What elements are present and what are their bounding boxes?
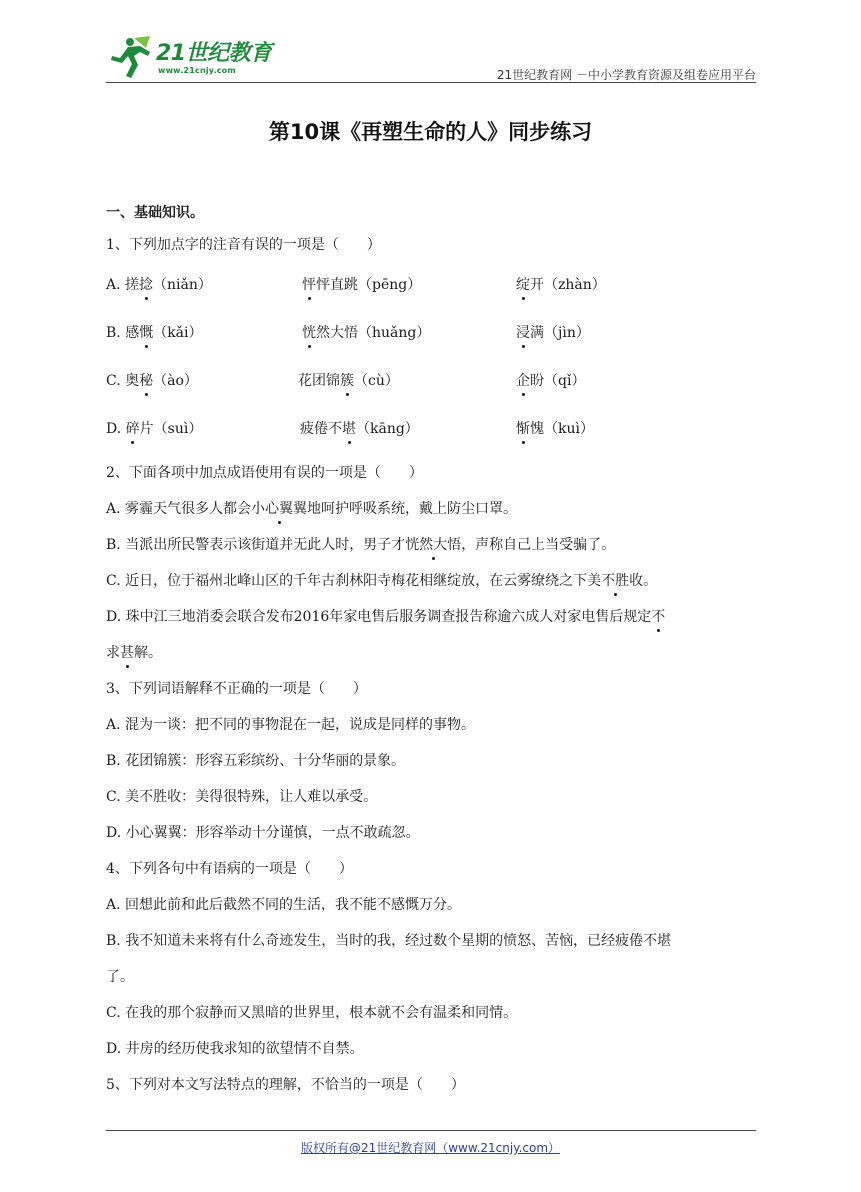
q2-option-a: A. 雾霾天气很多人都会小心翼翼地呵护呼吸系统，戴上防尘口罩。 [106,498,517,518]
q1-b-3: 浸满（jìn） [516,322,590,342]
q3-option-d: D. 小心翼翼：形容举动十分谨慎，一点不敢疏忽。 [106,825,420,841]
logo-text: 21世纪教育 [156,41,272,66]
runner-logo-icon [106,32,156,82]
q2-option-d-cont: 求甚解。 [106,642,162,662]
q1-a-2: 怦怦直跳（pēng） [302,274,421,294]
q3-option-a: A. 混为一谈：把不同的事物混在一起，说成是同样的事物。 [106,717,476,733]
page-header [106,30,756,84]
q2-option-b: B. 当派出所民警表示该街道并无此人时，男子才恍然大悟，声称自己上当受骗了。 [106,534,615,554]
q3-option-c: C. 美不胜收：美得很特殊，让人难以承受。 [106,789,378,805]
q1-a-3: 绽开（zhàn） [516,274,606,294]
q1-b-2: 恍然大悟（huǎng） [302,322,430,342]
q4-option-d: D. 井房的经历使我求知的欲望情不自禁。 [106,1041,364,1057]
q4-option-c: C. 在我的那个寂静而又黑暗的世界里，根本就不会有温柔和同情。 [106,1005,518,1021]
q4-option-b-cont: 了。 [106,969,134,985]
q2-option-d: D. 珠中江三地消委会联合发布2016年家电售后服务调查报告称逾六成人对家电售后规定不 [106,606,665,626]
copyright-link[interactable]: 版权所有@21世纪教育网（www.21cnjy.com） [300,1141,561,1155]
q1-b-1: B. 感慨（kǎi） [106,322,203,342]
question-3-stem: 3、下列词语解释不正确的一项是（ ） [106,681,367,697]
q1-d-2: 疲倦不堪（kāng） [300,418,419,438]
question-2-stem: 2、下面各项中加点成语使用有误的一项是（ ） [106,465,423,481]
footer-divider [106,1130,756,1131]
site-name: 21世纪教育网 －中小学教育资源及组卷应用平台 [496,68,756,82]
question-1-stem: 1、下列加点字的注音有误的一项是（ ） [106,237,381,253]
site-logo [106,30,286,82]
question-5-stem: 5、下列对本文写法特点的理解，不恰当的一项是（ ） [106,1077,465,1093]
q4-option-b: B. 我不知道未来将有什么奇迹发生，当时的我，经过数个星期的愤怒、苦恼，已经疲倦不堪 [106,933,672,949]
q1-c-1: C. 奥秘（ào） [106,370,198,390]
logo-url: www.21cnjy.com [158,66,236,75]
q4-option-a: A. 回想此前和此后截然不同的生活，我不能不感慨万分。 [106,897,462,913]
section-heading: 一、基础知识。 [106,205,204,221]
q1-d-1: D. 碎片（suì） [106,418,202,438]
q1-a-1: A. 搓捻（niǎn） [106,274,212,294]
q1-d-3: 惭愧（kuì） [516,418,594,438]
q1-c-2: 花团锦簇（cù） [298,370,399,390]
question-4-stem: 4、下列各句中有语病的一项是（ ） [106,861,353,877]
q1-c-3: 企盼（qǐ） [516,370,585,390]
q2-option-c: C. 近日，位于福州北峰山区的千年古刹林阳寺梅花相继绽放，在云雾缭绕之下美不胜收。 [106,570,657,590]
header-divider [106,82,756,83]
page-title: 第10课《再塑生命的人》同步练习 [268,120,593,144]
q3-option-b: B. 花团锦簇：形容五彩缤纷、十分华丽的景象。 [106,753,406,769]
